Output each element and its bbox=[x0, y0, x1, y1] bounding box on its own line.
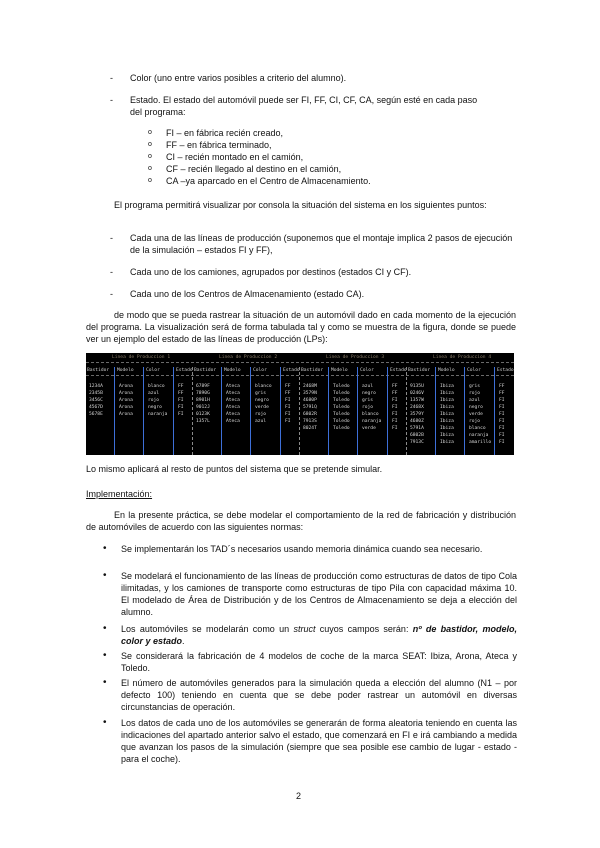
table-cell: FF bbox=[499, 384, 505, 389]
column-header: Color bbox=[253, 368, 267, 373]
list-item-text: Cada uno de los Centros de Almacenamiento (estado CA). bbox=[130, 289, 365, 299]
table-cell: rojo bbox=[362, 405, 374, 410]
table-cell: FI bbox=[499, 440, 505, 445]
table-cell: Ibiza bbox=[440, 419, 454, 424]
struct-fields: nº de bastidor, modelo, color y estado bbox=[121, 624, 517, 646]
table-cell: Toledo bbox=[333, 405, 350, 410]
dash-marker: - bbox=[110, 267, 113, 277]
column-header: Modelo bbox=[331, 368, 348, 373]
list-item-text: Color (uno entre varios posibles a criterio del alumno). bbox=[130, 73, 347, 83]
circle-marker: o bbox=[148, 177, 152, 184]
columns-separator bbox=[86, 375, 514, 376]
table-cell: Ibiza bbox=[440, 391, 454, 396]
table-cell: naranja bbox=[362, 419, 382, 424]
table-cell: FI bbox=[285, 419, 291, 424]
bullet-text bbox=[121, 623, 517, 647]
bullet-text-pre: Los automóviles se modelarán como un bbox=[121, 624, 294, 634]
column-header: Modelo bbox=[224, 368, 241, 373]
production-line-header: Linea de Produccion 3 bbox=[326, 355, 385, 360]
table-cell: 0123K bbox=[196, 412, 210, 417]
table-cell: rojo bbox=[469, 391, 481, 396]
dash-marker: - bbox=[110, 73, 113, 83]
bullet-marker: • bbox=[103, 543, 107, 554]
table-cell: 1234A bbox=[89, 384, 103, 389]
table-cell: FI bbox=[392, 405, 398, 410]
table-cell: 4680P bbox=[303, 398, 317, 403]
table-cell: Ibiza bbox=[440, 405, 454, 410]
column-divider bbox=[143, 367, 144, 455]
column-divider bbox=[387, 367, 388, 455]
bullet-text: Se modelará el funcionamiento de las líneas de producción como estructuras de datos de tipo Cola ilimitadas, y los camiones de transporte como estructuras de tipo Pila con capacidad máxima 10. El modelado de Área de Distribución y de los Centros de Almacenamiento se deja a elección del alumno. bbox=[121, 571, 517, 617]
table-cell: azul bbox=[469, 398, 481, 403]
table-cell: Arona bbox=[119, 384, 133, 389]
state-text: FI – en fábrica recién creado, bbox=[166, 128, 284, 138]
paragraph-modelar: En la presente práctica, se debe modelar el comportamiento de la red de fabricación y distribución de automóviles de acuerdo con las siguientes normas: bbox=[86, 510, 516, 532]
table-cell: Ibiza bbox=[440, 433, 454, 438]
state-text: CF – recién llegado al destino en el camión, bbox=[166, 164, 342, 174]
bullet-text: Se implementarán los TAD´s necesarios usando memoria dinámica cuando sea necesario. bbox=[121, 544, 483, 554]
bullet-marker: • bbox=[103, 717, 107, 728]
table-cell: FI bbox=[392, 412, 398, 417]
paragraph-resto: Lo mismo aplicará al resto de puntos del sistema que se pretende simular. bbox=[86, 464, 383, 474]
table-cell: negro bbox=[362, 391, 376, 396]
table-cell: Ibiza bbox=[440, 398, 454, 403]
table-cell: Toledo bbox=[333, 391, 350, 396]
table-cell: blanco bbox=[362, 412, 379, 417]
column-header: Bastidor bbox=[301, 368, 324, 373]
table-cell: 6789F bbox=[196, 384, 210, 389]
dash-marker: - bbox=[110, 289, 113, 299]
table-cell: 6802B bbox=[410, 433, 424, 438]
table-cell: negro bbox=[469, 405, 483, 410]
column-divider bbox=[280, 367, 281, 455]
column-header: Color bbox=[360, 368, 374, 373]
column-header: Bastidor bbox=[87, 368, 110, 373]
table-cell: FI bbox=[285, 405, 291, 410]
table-cell: blanco bbox=[148, 384, 165, 389]
table-cell: 2468M bbox=[303, 384, 317, 389]
panel-divider bbox=[406, 367, 407, 455]
table-cell: FF bbox=[285, 391, 291, 396]
table-cell: FF bbox=[392, 391, 398, 396]
table-cell: FI bbox=[499, 398, 505, 403]
circle-marker: o bbox=[148, 165, 152, 172]
table-cell: Arona bbox=[119, 398, 133, 403]
table-cell: 4680Z bbox=[410, 419, 424, 424]
list-item-text-cont: del programa: bbox=[130, 107, 186, 117]
table-cell: naranja bbox=[469, 433, 489, 438]
column-divider bbox=[173, 367, 174, 455]
header-separator bbox=[86, 362, 514, 363]
state-text: CI – recién montado en el camión, bbox=[166, 152, 304, 162]
table-cell: Ibiza bbox=[440, 412, 454, 417]
table-cell: FI bbox=[178, 412, 184, 417]
column-divider bbox=[357, 367, 358, 455]
table-cell: 5678E bbox=[89, 412, 103, 417]
bullet-text: El número de automóviles generados para la simulación queda a elección del alumno (N1 – por defecto 100) teniendo en cuenta que se debe poder rastrear un automóvil en diversas circunstancias de operación. bbox=[121, 678, 517, 712]
bullet-marker: • bbox=[103, 650, 107, 661]
table-cell: Ateca bbox=[226, 405, 240, 410]
table-cell: negro bbox=[148, 405, 162, 410]
bullet-marker: • bbox=[103, 570, 107, 581]
dash-marker: - bbox=[110, 95, 113, 105]
table-cell: Ibiza bbox=[440, 426, 454, 431]
table-cell: FF bbox=[499, 391, 505, 396]
dash-marker: - bbox=[110, 233, 113, 243]
table-cell: Toledo bbox=[333, 398, 350, 403]
table-cell: FF bbox=[285, 384, 291, 389]
table-cell: amarillo bbox=[469, 440, 492, 445]
column-header: Modelo bbox=[117, 368, 134, 373]
column-divider bbox=[435, 367, 436, 455]
circle-marker: o bbox=[148, 129, 152, 136]
table-cell: Arona bbox=[119, 412, 133, 417]
table-cell: FI bbox=[499, 412, 505, 417]
table-cell: FF bbox=[178, 384, 184, 389]
table-cell: Arona bbox=[119, 391, 133, 396]
table-cell: 9135U bbox=[410, 384, 424, 389]
column-header: Estado bbox=[497, 368, 514, 373]
table-cell: rojo bbox=[255, 412, 267, 417]
table-cell: 3579N bbox=[303, 391, 317, 396]
column-divider bbox=[328, 367, 329, 455]
table-cell: 7913S bbox=[303, 419, 317, 424]
table-cell: 2345B bbox=[89, 391, 103, 396]
column-header: Modelo bbox=[438, 368, 455, 373]
production-line-header: Linea de Produccion 1 bbox=[112, 355, 171, 360]
circle-marker: o bbox=[148, 153, 152, 160]
production-line-header: Linea de Produccion 2 bbox=[219, 355, 278, 360]
bullet-text: Se considerará la fabricación de 4 modelos de coche de la marca SEAT: Ibiza, Arona, Ateca y Toledo. bbox=[121, 651, 517, 673]
table-cell: Ibiza bbox=[440, 384, 454, 389]
table-cell: azul bbox=[255, 419, 267, 424]
table-cell: gris bbox=[469, 384, 481, 389]
bullet-text: Los datos de cada uno de los automóviles se generarán de forma aleatoria teniendo en cuenta las indicaciones del apartado anterior salvo el estado, que comenzará en FI e irá cambiando a medida que avanzan los pasos de la simulación (siempre que sea posible ese cambio de lugar - estado - para el coche). bbox=[121, 718, 517, 764]
table-cell: FF bbox=[178, 391, 184, 396]
table-cell: gris bbox=[255, 391, 267, 396]
table-cell: Ateca bbox=[226, 419, 240, 424]
table-cell: Ibiza bbox=[440, 440, 454, 445]
table-cell: 1357W bbox=[410, 398, 424, 403]
table-cell: blanco bbox=[469, 426, 486, 431]
column-header: Color bbox=[146, 368, 160, 373]
table-cell: verde bbox=[255, 405, 269, 410]
bullet-text-post: . bbox=[182, 636, 185, 646]
state-text: CA –ya aparcado en el Centro de Almacenamiento. bbox=[166, 176, 371, 186]
struct-keyword: struct bbox=[293, 624, 316, 634]
table-cell: blanco bbox=[255, 384, 272, 389]
paragraph-visualizacion: El programa permitirá visualizar por consola la situación del sistema en los siguientes puntos: bbox=[114, 200, 487, 210]
page-number: 2 bbox=[296, 791, 302, 801]
table-cell: 5791A bbox=[410, 426, 424, 431]
table-cell: 9012J bbox=[196, 405, 210, 410]
section-heading-implementacion: Implementación: bbox=[86, 489, 153, 499]
table-cell: 2468X bbox=[410, 405, 424, 410]
panel-divider bbox=[299, 367, 300, 455]
table-cell: naranja bbox=[148, 412, 168, 417]
bullet-marker: • bbox=[103, 677, 107, 688]
column-divider bbox=[250, 367, 251, 455]
table-cell: FI bbox=[178, 398, 184, 403]
list-item-text: Cada una de las líneas de producción (suponemos que el montaje implica 2 pasos de ejecución de la simulación – estados FI y FF), bbox=[130, 233, 513, 255]
table-cell: FI bbox=[285, 412, 291, 417]
table-cell: FI bbox=[499, 433, 505, 438]
table-cell: 4567D bbox=[89, 405, 103, 410]
column-header: Bastidor bbox=[408, 368, 431, 373]
state-text: FF – en fábrica terminado, bbox=[166, 140, 272, 150]
panel-divider bbox=[192, 367, 193, 455]
table-cell: 8901H bbox=[196, 398, 210, 403]
column-header: Estado bbox=[176, 368, 193, 373]
table-cell: azul bbox=[362, 384, 374, 389]
column-divider bbox=[114, 367, 115, 455]
table-cell: 1357L bbox=[196, 419, 210, 424]
table-cell: azul bbox=[148, 391, 160, 396]
paragraph-rastrear: de modo que se pueda rastrear la situación de un automóvil dado en cada momento de la ejecución del programa. La visualización será de forma tabulada tal y como se muestra de la figura, donde se puede ver un ejemplo del estado de las líneas de producción (LPs): bbox=[86, 310, 516, 344]
table-cell: rojo bbox=[469, 419, 481, 424]
column-header: Estado bbox=[283, 368, 300, 373]
table-cell: Ateca bbox=[226, 412, 240, 417]
table-cell: rojo bbox=[148, 398, 160, 403]
table-cell: Toledo bbox=[333, 384, 350, 389]
table-cell: FI bbox=[392, 419, 398, 424]
table-cell: negro bbox=[255, 398, 269, 403]
table-cell: FI bbox=[499, 405, 505, 410]
table-cell: Toledo bbox=[333, 412, 350, 417]
column-divider bbox=[494, 367, 495, 455]
table-cell: 7913C bbox=[410, 440, 424, 445]
table-cell: Toledo bbox=[333, 419, 350, 424]
circle-marker: o bbox=[148, 141, 152, 148]
table-cell: Toledo bbox=[333, 426, 350, 431]
table-cell: gris bbox=[362, 398, 374, 403]
column-divider bbox=[221, 367, 222, 455]
table-cell: 0246V bbox=[410, 391, 424, 396]
table-cell: FI bbox=[285, 398, 291, 403]
console-output-figure bbox=[86, 353, 514, 455]
column-header: Estado bbox=[390, 368, 407, 373]
table-cell: FI bbox=[392, 398, 398, 403]
bullet-text-mid: cuyos campos serán: bbox=[315, 624, 413, 634]
table-cell: FI bbox=[178, 405, 184, 410]
production-line-header: Linea de Produccion 4 bbox=[433, 355, 492, 360]
table-cell: 7890G bbox=[196, 391, 210, 396]
column-header: Bastidor bbox=[194, 368, 217, 373]
bullet-marker: • bbox=[103, 623, 107, 634]
table-cell: verde bbox=[469, 412, 483, 417]
table-cell: FI bbox=[499, 419, 505, 424]
table-cell: Ateca bbox=[226, 391, 240, 396]
column-divider bbox=[464, 367, 465, 455]
table-cell: FF bbox=[392, 384, 398, 389]
table-cell: 3579Y bbox=[410, 412, 424, 417]
table-cell: FI bbox=[392, 426, 398, 431]
table-cell: 6802R bbox=[303, 412, 317, 417]
table-cell: 5791Q bbox=[303, 405, 317, 410]
table-cell: FI bbox=[499, 426, 505, 431]
table-cell: Arona bbox=[119, 405, 133, 410]
table-cell: Ateca bbox=[226, 398, 240, 403]
table-cell: 8024T bbox=[303, 426, 317, 431]
table-cell: verde bbox=[362, 426, 376, 431]
table-cell: 3456C bbox=[89, 398, 103, 403]
list-item-text: Cada uno de los camiones, agrupados por destinos (estados CI y CF). bbox=[130, 267, 412, 277]
column-header: Color bbox=[467, 368, 481, 373]
list-item-text: Estado. El estado del automóvil puede ser FI, FF, CI, CF, CA, según esté en cada paso bbox=[130, 95, 478, 105]
table-cell: Ateca bbox=[226, 384, 240, 389]
